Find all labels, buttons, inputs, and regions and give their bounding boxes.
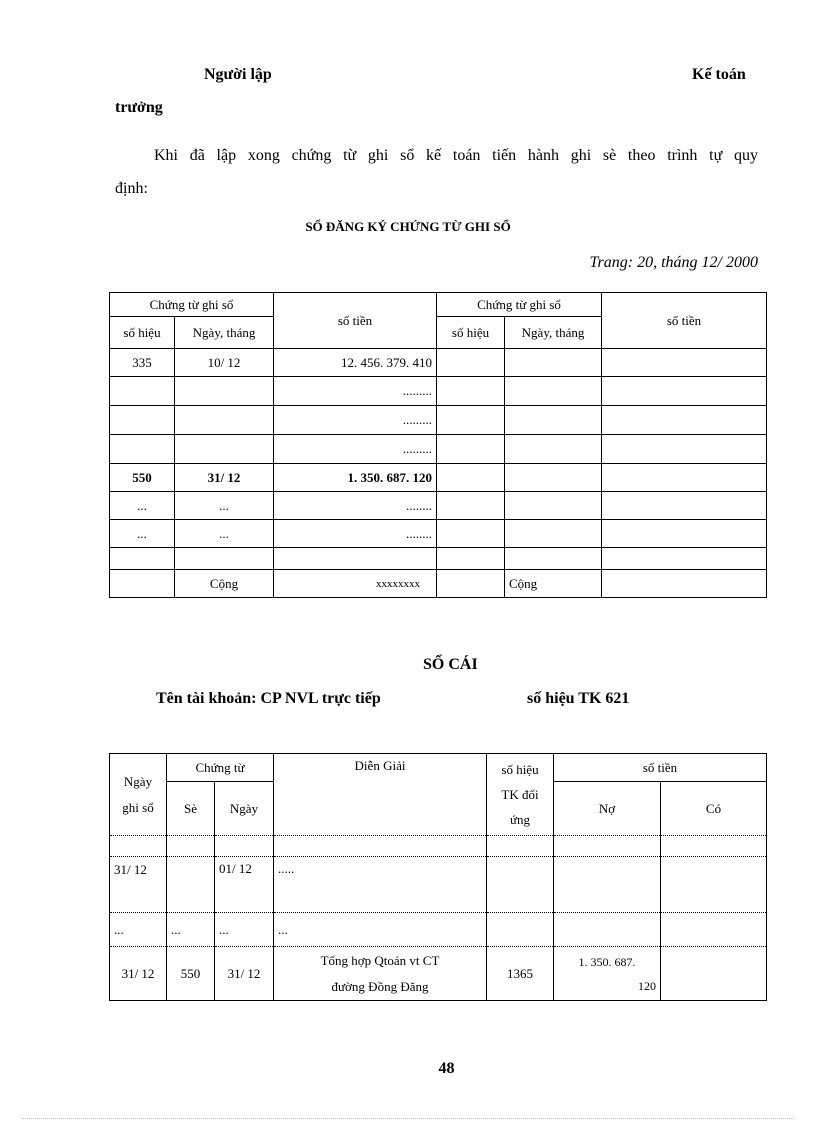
led-cell <box>487 913 554 947</box>
table-row <box>110 492 767 520</box>
led-cell <box>487 836 554 857</box>
chief-accountant-label-cont: trưởng <box>115 99 163 116</box>
led-cell: ... <box>274 913 487 947</box>
reg-cell <box>505 492 602 520</box>
led-debit-line-1: 1. 350. 687. <box>578 954 636 969</box>
reg-cell <box>505 435 602 464</box>
reg-cell: 550 <box>110 464 175 492</box>
led-cell <box>661 857 767 913</box>
chief-accountant-label: Kế toán <box>692 66 746 83</box>
preparer-label: Người lập <box>204 66 272 83</box>
reg-cell <box>110 377 175 406</box>
reg-cell: ... <box>175 492 274 520</box>
reg-cell: ......... <box>274 377 437 406</box>
reg-total-label-2: Cộng <box>505 570 602 598</box>
reg-cell: 335 <box>110 349 175 377</box>
led-header-contra-3: ứng <box>509 812 531 827</box>
register-title: SỔ ĐĂNG KÝ CHỨNG TỪ GHI SỔ <box>305 219 511 234</box>
led-cell <box>167 857 215 913</box>
reg-cell <box>110 548 175 570</box>
led-header-debit: Nợ <box>554 782 661 836</box>
reg-cell: 10/ 12 <box>175 349 274 377</box>
table-row <box>110 548 767 570</box>
led-cell-description <box>274 947 487 1001</box>
led-debit-line-2: 120 <box>638 978 656 993</box>
reg-cell <box>437 464 505 492</box>
reg-cell: 1. 350. 687. 120 <box>274 464 437 492</box>
led-header-contra-1: số hiệu <box>501 762 539 777</box>
led-desc-line-2: đường Đồng Đăng <box>331 978 429 994</box>
reg-header-number-2: số hiệu <box>437 317 505 349</box>
register-table <box>109 292 767 598</box>
reg-cell <box>505 520 602 548</box>
table-row <box>110 464 767 492</box>
led-header-amount: số tiền <box>554 754 767 782</box>
led-cell <box>554 913 661 947</box>
table-row <box>110 349 767 377</box>
reg-cell <box>505 349 602 377</box>
table-row <box>110 520 767 548</box>
reg-cell <box>602 406 767 435</box>
reg-cell <box>437 406 505 435</box>
reg-header-number-1: số hiệu <box>110 317 175 349</box>
reg-cell <box>505 464 602 492</box>
led-cell: ... <box>167 913 215 947</box>
table-row <box>110 947 767 1001</box>
reg-cell <box>505 377 602 406</box>
led-cell <box>661 836 767 857</box>
led-header-date <box>110 754 167 836</box>
reg-cell <box>602 520 767 548</box>
led-header-date-1: Ngày <box>123 773 153 789</box>
page-number: 48 <box>438 1060 455 1077</box>
reg-cell <box>437 377 505 406</box>
reg-cell <box>602 570 767 598</box>
reg-total-label: Cộng <box>175 570 274 598</box>
table-row <box>110 913 767 947</box>
led-header-date-2: ghi sổ <box>122 799 154 815</box>
reg-cell <box>602 349 767 377</box>
reg-cell <box>110 406 175 435</box>
table-row <box>110 377 767 406</box>
reg-cell <box>274 548 437 570</box>
led-header-credit: Có <box>661 782 767 836</box>
led-cell-debit <box>554 947 661 1001</box>
led-cell <box>554 857 661 913</box>
led-header-contra <box>487 754 554 836</box>
led-header-description: Diễn Giải <box>274 754 487 836</box>
reg-cell <box>505 548 602 570</box>
reg-cell <box>437 435 505 464</box>
ledger-account-name: Tên tài khoản: CP NVL trực tiếp <box>156 690 381 707</box>
reg-cell <box>602 377 767 406</box>
reg-cell: ........ <box>274 492 437 520</box>
table-row <box>110 570 767 598</box>
led-cell: ..... <box>274 857 487 913</box>
table-row <box>110 435 767 464</box>
led-cell: 31/ 12 <box>215 947 274 1001</box>
led-header-contra-2: TK đối <box>501 787 539 802</box>
led-cell <box>167 836 215 857</box>
led-cell: 550 <box>167 947 215 1001</box>
led-header-voucher: Chứng từ <box>167 754 274 782</box>
reg-cell <box>175 548 274 570</box>
reg-cell: ......... <box>274 406 437 435</box>
reg-header-amount-1: số tiền <box>274 293 437 349</box>
reg-cell <box>505 406 602 435</box>
led-cell <box>110 836 167 857</box>
reg-cell: 12. 456. 379. 410 <box>274 349 437 377</box>
led-cell <box>554 836 661 857</box>
reg-cell <box>175 435 274 464</box>
table-row <box>110 857 767 913</box>
led-cell: 1365 <box>487 947 554 1001</box>
reg-cell <box>437 492 505 520</box>
reg-cell <box>602 492 767 520</box>
led-cell: 01/ 12 <box>215 857 274 913</box>
reg-header-date-2: Ngày, tháng <box>505 317 602 349</box>
reg-cell <box>602 548 767 570</box>
reg-cell <box>110 435 175 464</box>
reg-cell <box>437 570 505 598</box>
led-header-voucher-no: Sè <box>167 782 215 836</box>
register-page-info: Trang: 20, tháng 12/ 2000 <box>589 254 758 271</box>
reg-cell: ......... <box>274 435 437 464</box>
led-cell <box>487 857 554 913</box>
reg-header-date-1: Ngày, tháng <box>175 317 274 349</box>
led-cell: 31/ 12 <box>110 857 167 913</box>
reg-cell: 31/ 12 <box>175 464 274 492</box>
reg-cell <box>175 406 274 435</box>
reg-total-value: xxxxxxxx <box>274 570 437 598</box>
reg-cell: ... <box>110 492 175 520</box>
reg-cell <box>602 435 767 464</box>
led-header-voucher-date: Ngày <box>215 782 274 836</box>
ledger-account-number: số hiệu TK 621 <box>527 690 630 707</box>
led-cell: ... <box>215 913 274 947</box>
led-cell: ... <box>110 913 167 947</box>
reg-cell: ... <box>175 520 274 548</box>
led-cell <box>215 836 274 857</box>
reg-cell <box>437 349 505 377</box>
reg-cell <box>175 377 274 406</box>
led-cell <box>661 913 767 947</box>
reg-cell <box>602 464 767 492</box>
led-cell <box>274 836 487 857</box>
led-cell: 31/ 12 <box>110 947 167 1001</box>
ledger-table <box>109 753 767 1001</box>
reg-cell <box>110 570 175 598</box>
reg-cell <box>437 520 505 548</box>
reg-cell: ........ <box>274 520 437 548</box>
intro-line-2: định: <box>115 180 148 197</box>
ledger-title: SỔ CÁI <box>423 656 478 673</box>
intro-line-1: Khi đã lập xong chứng từ ghi sổ kế toán tiến hành ghi sè theo trình tự quy <box>154 147 758 164</box>
led-cell <box>661 947 767 1001</box>
reg-header-amount-2: số tiền <box>602 293 767 349</box>
table-row <box>110 836 767 857</box>
reg-header-voucher-1: Chứng từ ghi sổ <box>110 293 274 317</box>
reg-header-voucher-2: Chứng từ ghi sổ <box>437 293 602 317</box>
led-desc-line-1: Tổng hợp Qtoán vt CT <box>320 952 440 968</box>
footer-divider <box>22 1118 794 1119</box>
reg-cell <box>437 548 505 570</box>
reg-cell: ... <box>110 520 175 548</box>
table-row <box>110 406 767 435</box>
